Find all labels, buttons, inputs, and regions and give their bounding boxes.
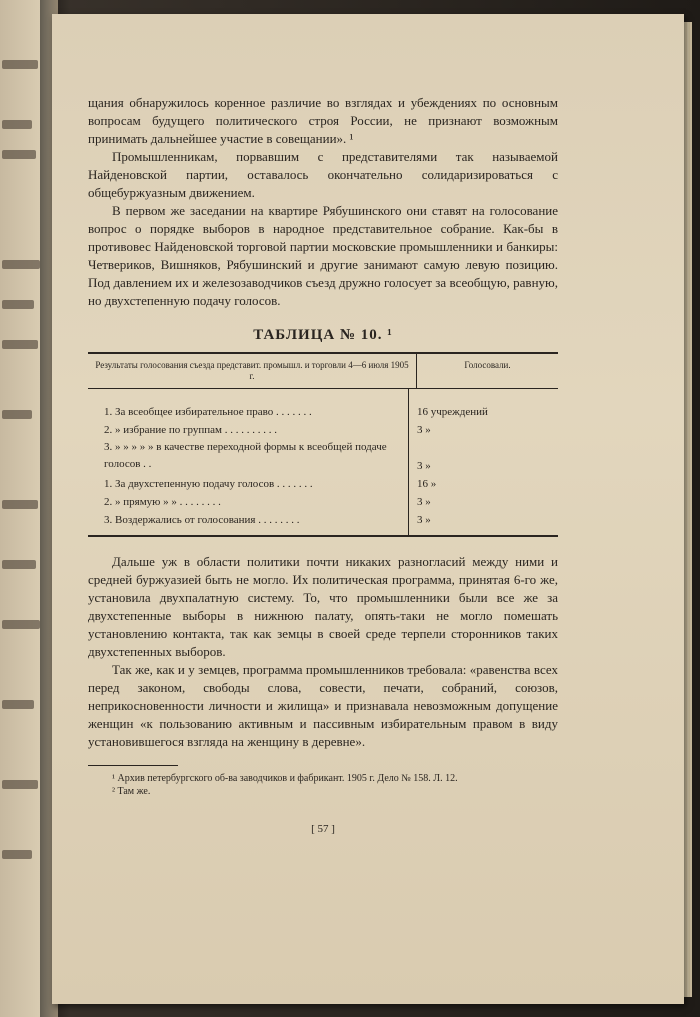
table-title: ТАБЛИЦА № 10. ¹: [253, 327, 393, 343]
footnote: ¹ Архив петербургского об-ва заводчиков и фабрикант. 1905 г. Дело № 158. Л. 12.: [112, 773, 458, 784]
table-row-label: 3. Воздержались от голосования . . . . . . . .: [104, 514, 300, 526]
paragraph: В первом же заседании на квартире Рябушинского они ставят на голосование вопрос о порядке выборов в народное представительное собрание. Как-бы в противовес Найденовской торговой партии московские промышленники и банкиры: Четвериков, Вишняков, Рябушинский и другие занимают самую левую позицию. Под давлением их и железозаводчиков съезд дружно голосует за всеобщую, равную, но двухстепенную подачу голосов.: [88, 203, 558, 308]
table-labels-column: [88, 389, 409, 535]
table-row-value: 16 учреждений: [417, 406, 488, 418]
paragraph: щания обнаружилось коренное различие во взглядах и убеждениях по основным вопросам будущего политического строя России, не признают возможным принимать дальнейшее участие в совещании». ¹: [88, 95, 558, 146]
page-number: [ 57 ]: [311, 823, 335, 835]
header-voted: Голосовали.: [464, 360, 511, 370]
paragraph: Дальше уж в области политики почти никаких разногласий между ними и средней буржуазией быть не могло. Их политическая программа, принятая 6-го же, установила двухпалатную систему. То, что промышленники были все же за двухстепенные выборы в нижнюю палату, опять-таки не могло помешать установлению контакта, так как земцы в своей среде терпели сторонников таких двухстепенных выборов.: [88, 554, 558, 659]
table-row-label: 2. » избрание по группам . . . . . . . . . .: [104, 424, 277, 436]
table-row-label: 3. » » » » » в качестве переходной формы к всеобщей подаче голосов . .: [104, 441, 387, 470]
footnote-divider: [88, 765, 178, 766]
table-row-value: 3 »: [417, 460, 431, 472]
book-page: [52, 14, 684, 1004]
paragraph: Промышленникам, порвавшим с представителями так называемой Найденовской партии, оставалось окончательно солидаризироваться с общебуржуазным движением.: [88, 149, 558, 200]
footnote: ² Там же.: [112, 786, 151, 797]
voting-table: [88, 352, 558, 537]
table-row-value: 16 »: [417, 478, 437, 490]
table-row-value: 3 »: [417, 514, 431, 526]
table-row-label: 1. За всеобщее избирательное право . . . . . . .: [104, 406, 312, 418]
table-row-value: 3 »: [417, 496, 431, 508]
table-header: [88, 354, 558, 389]
table-row-label: 2. » прямую » » . . . . . . . .: [104, 496, 221, 508]
table-values-column: [409, 389, 558, 535]
paragraph: Так же, как и у земцев, программа промышленников требовала: «равенства всех перед законом, свободы слова, совести, печати, собраний, союзов, неприкосновенности личности и жилища» и признавала невозможным допущение женщин «к пользованию активным и пассивным избирательным правом в виду установившегося взгляда на женщину в деревне».: [88, 662, 558, 749]
header-results: Результаты голосования съезда представит. промышл. и торговли 4—6 июля 1905 г.: [88, 354, 417, 388]
table-row-value: 3 »: [417, 424, 431, 436]
page-content: [88, 94, 558, 838]
table-body: [88, 389, 558, 535]
table-row-label: 1. За двухстепенную подачу голосов . . . . . . .: [104, 478, 313, 490]
